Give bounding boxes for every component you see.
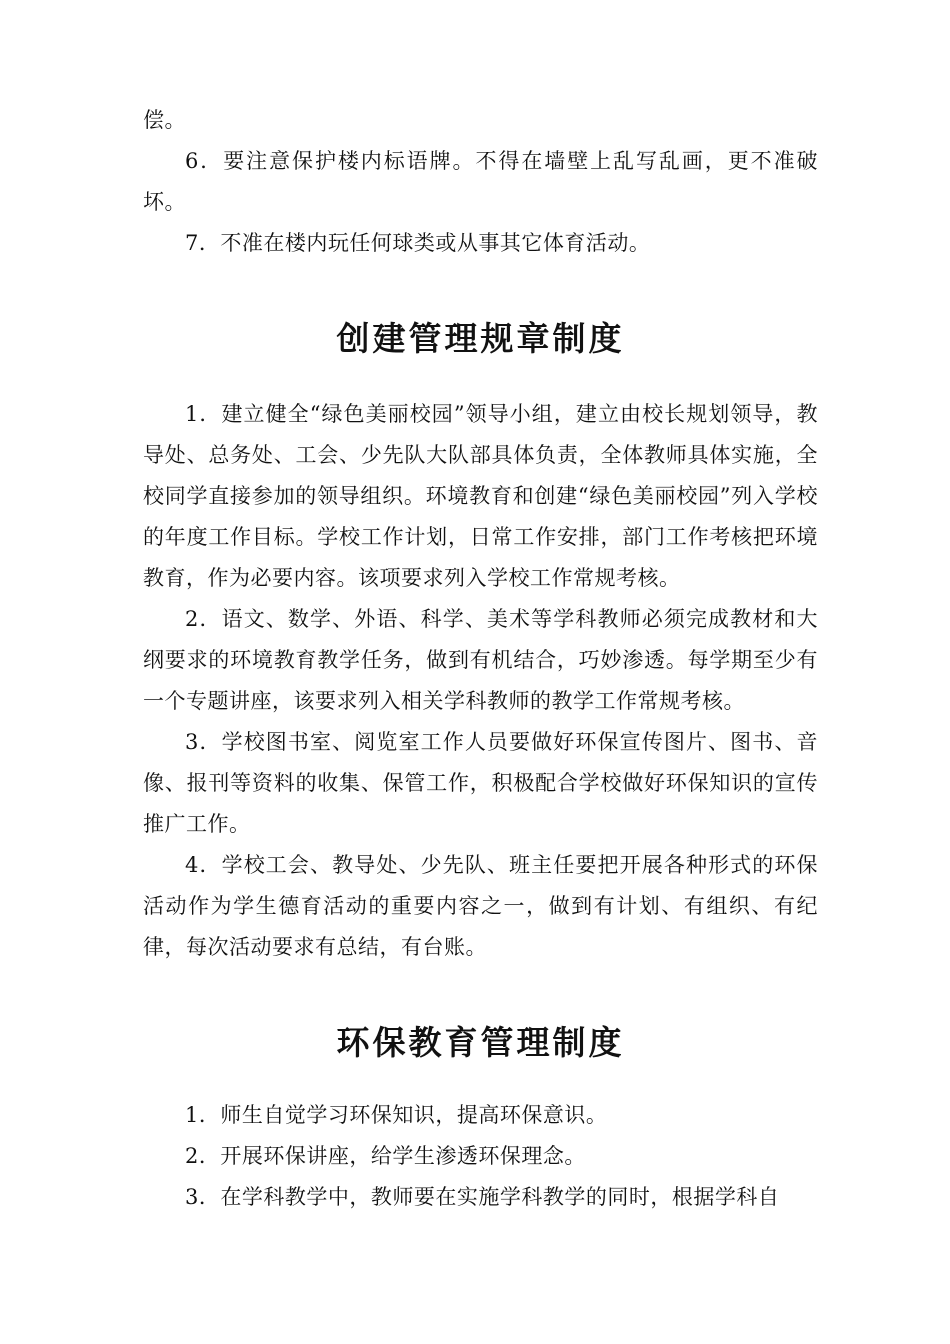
paragraph-rule-7: 7．不准在楼内玩任何球类或从事其它体育活动。 bbox=[185, 231, 651, 255]
paragraph-rule-6: 6．要注意保护楼内标语牌。不得在墙壁上乱写乱画，更不准破坏。 bbox=[143, 149, 818, 214]
paragraph-continuation: 偿。 bbox=[143, 108, 186, 132]
section-title-creation-rules: 创建管理规章制度 bbox=[336, 319, 625, 358]
document-page bbox=[143, 100, 818, 1218]
section-title-env-education: 环保教育管理制度 bbox=[336, 1023, 625, 1062]
paragraph-creation-1: 1．建立健全“绿色美丽校园”领导小组，建立由校长规划领导，教导处、总务处、工会、少先队大队部具体负责，全体教师具体实施，全校同学直接参加的领导组织。环境教育和创建“绿色美丽校园”列入学校的年度工作目标。学校工作计划，日常工作安排，部门工作考核把环境教育，作为必要内容。该项要求列入学校工作常规考核。 bbox=[143, 402, 818, 590]
paragraph-creation-4: 4．学校工会、教导处、少先队、班主任要把开展各种形式的环保活动作为学生德育活动的重要内容之一，做到有计划、有组织、有纪律，每次活动要求有总结，有台账。 bbox=[143, 853, 818, 959]
paragraph-env-1: 1．师生自觉学习环保知识，提高环保意识。 bbox=[185, 1103, 608, 1127]
paragraph-creation-3: 3．学校图书室、阅览室工作人员要做好环保宣传图片、图书、音像、报刊等资料的收集、保管工作，积极配合学校做好环保知识的宣传推广工作。 bbox=[143, 730, 818, 836]
paragraph-creation-2: 2．语文、数学、外语、科学、美术等学科教师必须完成教材和大纲要求的环境教育教学任务，做到有机结合，巧妙渗透。每学期至少有一个专题讲座，该要求列入相关学科教师的教学工作常规考核。 bbox=[143, 607, 818, 713]
paragraph-env-3: 3．在学科教学中，教师要在实施学科教学的同时，根据学科自 bbox=[185, 1185, 780, 1209]
paragraph-env-2: 2．开展环保讲座，给学生渗透环保理念。 bbox=[185, 1144, 586, 1168]
